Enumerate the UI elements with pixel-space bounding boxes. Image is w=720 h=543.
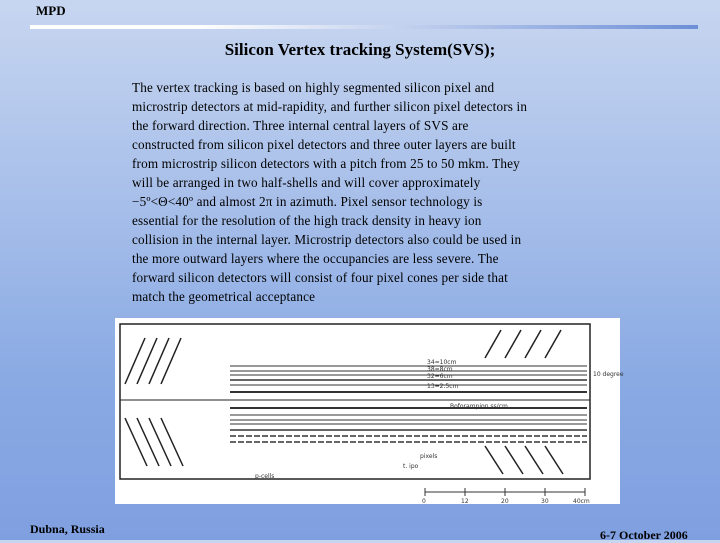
body-line: The vertex tracking is based on highly segmented silicon pixel and: [132, 80, 495, 95]
body-line: match the geometrical acceptance: [132, 289, 316, 304]
header-divider: [30, 25, 698, 29]
slide-title: Silicon Vertex tracking System(SVS);: [224, 40, 496, 59]
header-label: MPD: [36, 3, 66, 18]
pixels-label: pixels: [420, 453, 438, 460]
footer-location: Dubna, Russia: [30, 522, 105, 536]
layer-label: 32=6cm: [427, 373, 453, 380]
layer-label: 38=8cm: [427, 366, 453, 373]
body-line: −5º<Θ<40º and almost 2π in azimuth. Pixel sensor technology is: [132, 194, 483, 209]
body-line: from microstrip silicon detectors with a pitch from 25 to 50 mkm. They: [132, 156, 520, 171]
body-line: microstrip detectors at mid-rapidity, and further silicon pixel detectors in: [132, 99, 528, 114]
angle-label: 10 degree: [593, 371, 624, 378]
body-line: essential for the resolution of the high track density in heavy ion: [132, 213, 482, 228]
scale-tick: 20: [501, 498, 509, 505]
body-line: forward silicon detectors will consist of four pixel cones per side that: [132, 270, 508, 285]
footer-date: 6-7 October 2006: [600, 528, 688, 542]
body-line: the more outward layers where the occupancies are less severe. The: [132, 251, 499, 266]
layer-label: 13=2.5cm: [427, 383, 459, 390]
body-line: will be arranged in two half-shells and will cover approximately: [132, 175, 481, 190]
svs-layout-figure: [115, 318, 624, 505]
svs-layout-drawing: [115, 318, 624, 505]
scale-tick: 12: [461, 498, 469, 505]
scale-tick: 40cm: [573, 498, 590, 505]
body-line: constructed from silicon pixel detectors and three outer layers are built: [132, 137, 516, 152]
slide-body-text: [132, 78, 604, 306]
pcell-label: p-cells: [255, 473, 275, 480]
body-line: the forward direction. Three internal central layers of SVS are: [132, 118, 469, 133]
scale-tick: 0: [422, 498, 426, 505]
scale-tick: 30: [541, 498, 549, 505]
layer-label: 34=10cm: [427, 359, 457, 366]
ti-label: t. ipo: [403, 463, 419, 470]
body-line: collision in the internal layer. Microstrip detectors also could be used in: [132, 232, 522, 247]
strip-label: Boforampion ss/cm: [450, 403, 508, 410]
